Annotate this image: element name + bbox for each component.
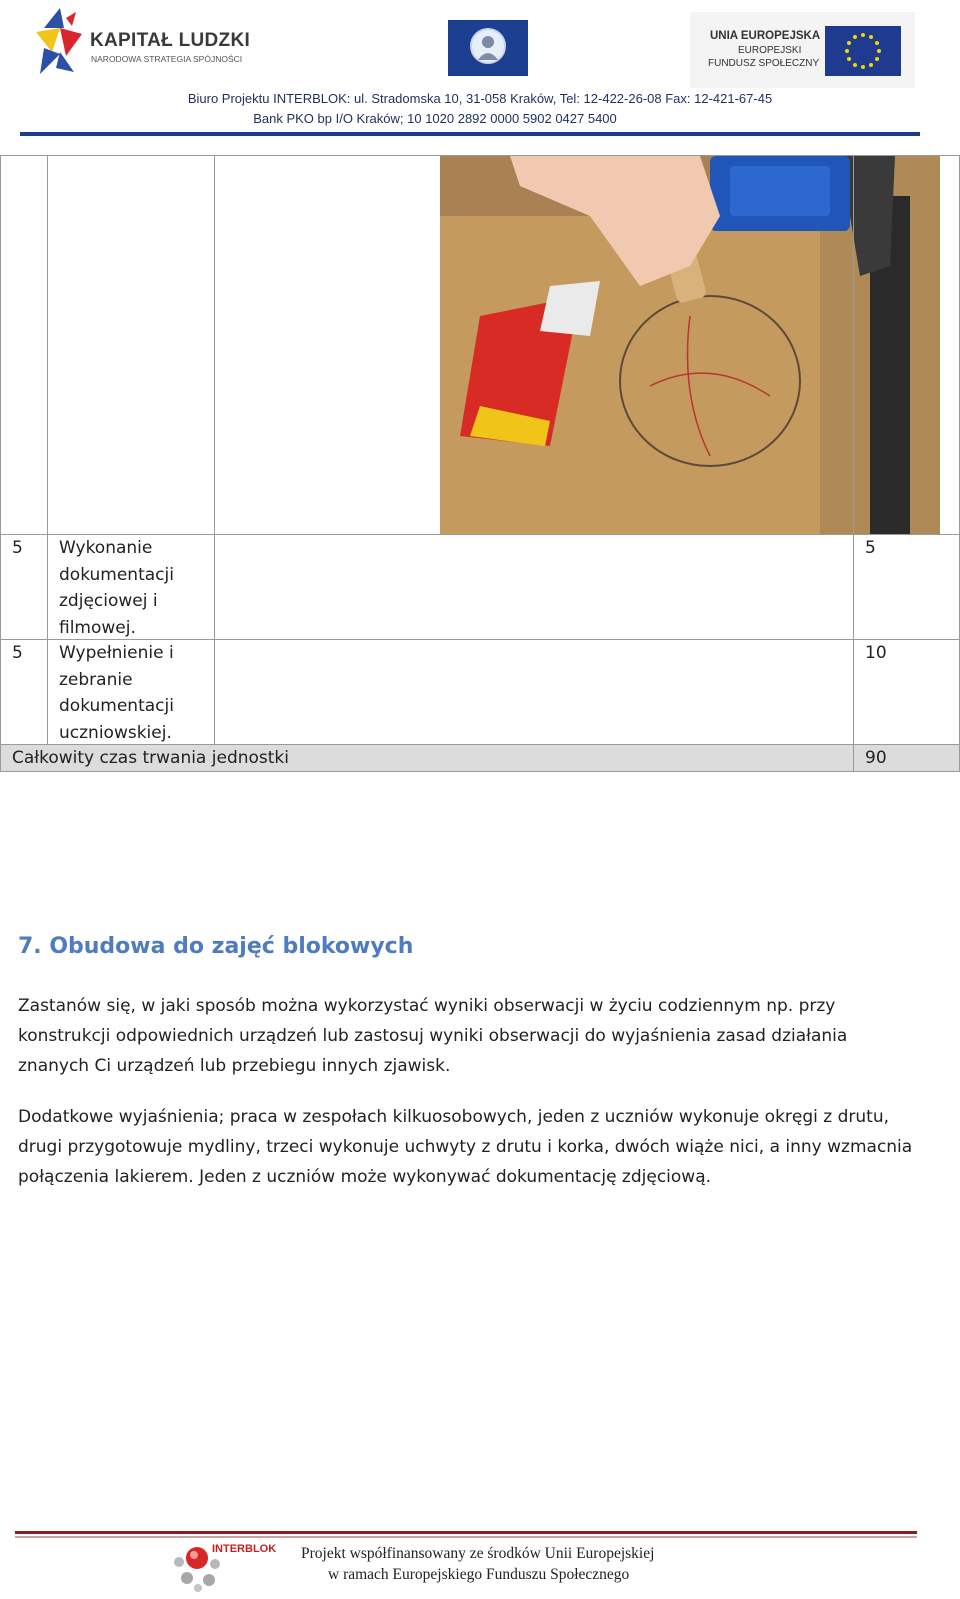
header-divider: [20, 132, 920, 136]
activity-description: Wypełnienie i zebranie dokumentacji uczniowskiej.: [59, 643, 174, 743]
eu-logo-line2: EUROPEJSKI: [738, 45, 802, 56]
table-cell: [853, 155, 960, 535]
table-cell: [0, 639, 48, 745]
total-duration-value: 90: [865, 748, 887, 768]
footer-divider: [15, 1531, 917, 1534]
eu-flag-icon: [825, 26, 901, 76]
table-cell: [214, 534, 854, 640]
star-logo-icon: [30, 8, 90, 80]
kapital-ludzki-subtitle: NARODOWA STRATEGIA SPÓJNOŚCI: [91, 54, 243, 64]
table-cell: [214, 155, 854, 535]
eu-fund-logo: [690, 12, 915, 88]
table-cell: [0, 534, 48, 640]
portrait-emblem-logo: [448, 20, 528, 76]
table-cell: [853, 534, 960, 640]
kapital-ludzki-title: KAPITAŁ LUDZKI: [90, 30, 251, 51]
eu-logo-line3: FUNDUSZ SPOŁECZNY: [708, 58, 820, 69]
cofinancing-line1: Projekt współfinansowany ze środków Unii Europejskiej: [301, 1545, 655, 1562]
row-number: 5: [12, 643, 23, 663]
interblok-name: INTERBLOK: [212, 1543, 277, 1555]
cofinancing-line2: w ramach Europejskiego Funduszu Społecznego: [328, 1566, 630, 1583]
eu-logo-line1: UNIA EUROPEJSKA: [710, 30, 821, 42]
total-label-cell: [0, 744, 854, 772]
paragraph: Dodatkowe wyjaśnienia; praca w zespołach kilkuosobowych, jeden z uczniów wykonuje okręgi z drutu, drugi przygotowuje mydliny, trzeci wykonuje uchwyty z drutu i korka, dwóch wiąże nici, a inny wzmacnia połączenia lakierem. Jeden z uczniów może wykonywać dokumentację zdjęciową.: [18, 1107, 913, 1187]
footer-divider-light: [15, 1536, 917, 1538]
total-duration-label: Całkowity czas trwania jednostki: [12, 748, 289, 768]
table-cell: [47, 155, 215, 535]
table-cell: [47, 534, 215, 640]
total-value-cell: [853, 744, 960, 772]
paragraph: Zastanów się, w jaki sposób można wykorzystać wyniki obserwacji w życiu codziennym np. przy konstrukcji odpowiednich urządzeń lub zastosuj wyniki obserwacji do wyjaśnienia zasad działania znanych Ci urządzeń lub przebiegu innych zjawisk.: [18, 996, 848, 1076]
row-number: 5: [12, 538, 23, 558]
table-cell: [0, 155, 48, 535]
bank-account-line: Bank PKO bp I/O Kraków; 10 1020 2892 0000 5902 0427 5400: [253, 111, 617, 126]
project-office-address: Biuro Projektu INTERBLOK: ul. Stradomska 10, 31-058 Kraków, Tel: 12-422-26-08 Fax: 12-421-67-45: [187, 91, 773, 106]
activity-time: 10: [865, 643, 887, 663]
portrait-medal-icon: [470, 28, 506, 64]
table-cell: [47, 639, 215, 745]
kapital-ludzki-logo: [30, 8, 260, 80]
table-cell: [214, 639, 854, 745]
table-cell: [853, 639, 960, 745]
activity-description: Wykonanie dokumentacji zdjęciowej i filmowej.: [59, 538, 174, 638]
section-heading: 7. Obudowa do zajęć blokowych: [18, 934, 414, 959]
page-header: [0, 0, 960, 140]
activity-time: 5: [865, 538, 876, 558]
